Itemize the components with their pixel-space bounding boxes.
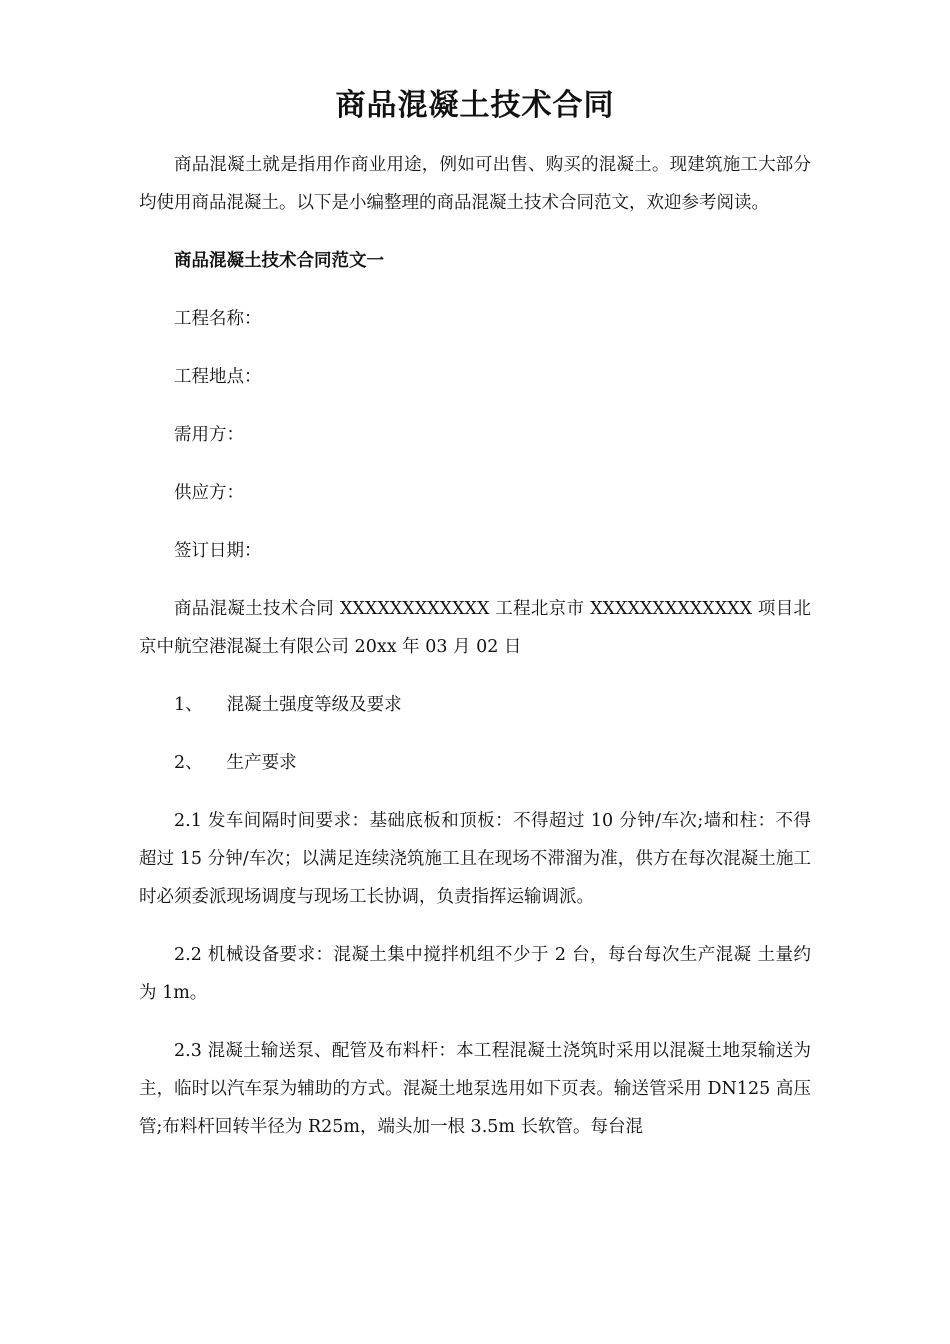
list-item-text: 生产要求 <box>226 753 297 773</box>
list-item-2 <box>139 744 811 782</box>
list-item-number: 2、 <box>174 753 203 773</box>
intro-paragraph: 商品混凝土就是指用作商业用途，例如可出售、购买的混凝土。现建筑施工大部分均使用商品混凝土。以下是小编整理的商品混凝土技术合同范文，欢迎参考阅读。 <box>139 155 811 213</box>
document-title: 商品混凝土技术合同 <box>335 88 615 123</box>
paragraph-2-3: 2.3 混凝土输送泵、配管及布料杆：本工程混凝土浇筑时采用以混凝土地泵输送为主，临时以汽车泵为辅助的方式。混凝土地泵选用如下页表。输送管采用 DN125 高压管;布料杆回转半径为 R25m，端头加一根 3.5m 长软管。每台混 <box>139 1041 811 1137</box>
paragraph-2-2: 2.2 机械设备要求：混凝土集中搅拌机组不少于 2 台，每台每次生产混凝 土量约为 1m。 <box>139 945 811 1003</box>
paragraph-2-1: 2.1 发车间隔时间要求：基础底板和顶板：不得超过 10 分钟/车次;墙和柱：不得超过 15 分钟/车次；以满足连续浇筑施工且在现场不滞溜为准，供方在每次混凝土施工时必须委派现场调度与现场工长协调，负责指挥运输调派。 <box>139 811 811 907</box>
field-project-name: 工程名称： <box>174 309 262 329</box>
contract-header-paragraph: 商品混凝土技术合同 XXXXXXXXXXXX 工程北京市 XXXXXXXXXXXXX 项目北 京中航空港混凝土有限公司 20xx 年 03 月 02 日 <box>139 599 811 657</box>
list-item-text: 混凝土强度等级及要求 <box>226 695 402 715</box>
field-supplier: 供应方： <box>174 483 244 503</box>
list-item-number: 1、 <box>174 695 203 715</box>
section-heading: 商品混凝土技术合同范文一 <box>174 251 384 271</box>
list-item-1 <box>139 686 811 724</box>
field-demander: 需用方： <box>174 425 244 445</box>
document-body <box>139 146 811 1146</box>
field-signing-date: 签订日期： <box>174 541 262 561</box>
field-project-location: 工程地点： <box>174 367 262 387</box>
